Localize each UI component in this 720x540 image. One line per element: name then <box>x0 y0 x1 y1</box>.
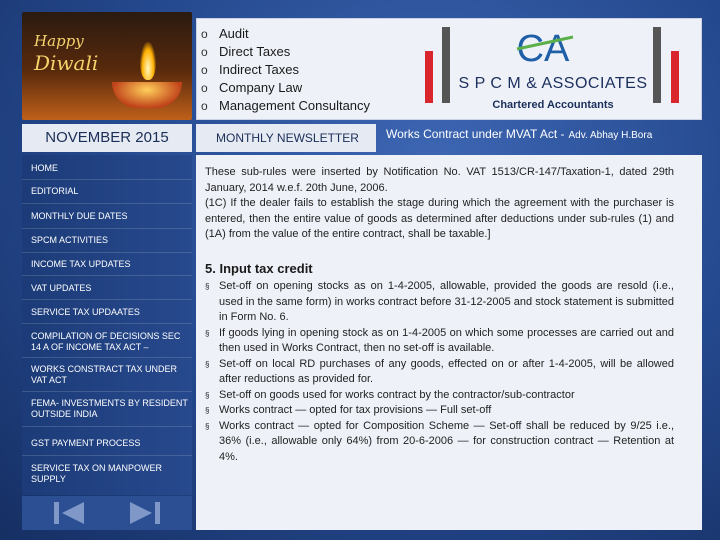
bullet-icon: § <box>205 282 210 291</box>
bullet-icon: o <box>201 99 208 113</box>
bullet-icon: o <box>201 63 208 77</box>
list-item <box>205 279 674 326</box>
bullet-icon: § <box>205 328 210 338</box>
services-list <box>201 25 370 115</box>
banner-happy-text: Happy <box>34 32 84 50</box>
sidebar-item-editorial[interactable]: EDITORIAL <box>31 186 79 196</box>
sidebar-nav <box>22 155 192 495</box>
divider <box>22 275 192 276</box>
point-text: Set-off on goods used for works contract by the contractor/sub-contractor <box>219 388 575 401</box>
article-topic <box>386 127 702 141</box>
sidebar-item-service-tax-updates[interactable]: SERVICE TAX UPDAATES <box>31 307 140 317</box>
intro-paragraph <box>205 165 674 243</box>
sidebar-item-works-contract-tax[interactable]: WORKS CONSTRACT TAX UNDER VAT ACT <box>31 364 178 385</box>
point-text: Works contract — opted for Composition Scheme — Set-off shall be reduced by 9/25 i.e., 36% (i.e., allowable only 64%) from 20-6-2006 — for construction contract — Retention at 4%. <box>219 419 674 463</box>
sidebar-item-vat-updates[interactable]: VAT UPDATES <box>31 283 92 293</box>
bullet-icon: § <box>205 421 210 431</box>
sidebar-item-spcm-activities[interactable]: SPCM ACTIVITIES <box>31 235 109 245</box>
service-item <box>201 25 370 43</box>
service-label: Management Consultancy <box>219 98 371 113</box>
service-item <box>201 61 370 79</box>
sidebar-item-gst-payment[interactable]: GST PAYMENT PROCESS <box>31 438 141 448</box>
service-label: Direct Taxes <box>219 44 291 59</box>
banner-greeting <box>34 30 98 74</box>
issue-month: NOVEMBER 2015 <box>22 124 192 152</box>
sidebar-item-monthly-due-dates[interactable]: MONTHLY DUE DATES <box>31 211 128 221</box>
list-item <box>205 403 674 419</box>
section-title: 5. Input tax credit <box>205 261 313 276</box>
service-label: Indirect Taxes <box>219 62 299 77</box>
divider <box>22 455 192 456</box>
service-item <box>201 79 370 97</box>
bullet-icon: § <box>205 390 210 400</box>
ca-logo-text: CA <box>516 28 570 70</box>
divider <box>22 203 192 204</box>
paragraph-rule-1c: (1C) If the dealer fails to establish the stage during which the agreement with the purchaser is entered, then the entire value of goods as determined after deductions under sub-rules (1) and (1A) from the value of the entire contract, shall be taxable.] <box>205 197 674 240</box>
flame-icon <box>140 42 156 80</box>
bullet-icon: § <box>205 359 210 369</box>
next-arrow-icon[interactable] <box>124 500 164 526</box>
sidebar-item-compilation-decisions[interactable]: COMPILATION OF DECISIONS SEC 14 A OF INCOME TAX ACT – <box>31 331 181 352</box>
sidebar-item-home[interactable]: HOME <box>31 163 58 173</box>
topic-author: Adv. Abhay H.Bora <box>568 130 653 141</box>
list-item <box>205 357 674 388</box>
divider <box>22 426 192 427</box>
paragraph-notification: These sub-rules were inserted by Notification No. VAT 1513/CR-147/Taxation-1, dated 29th January, 2014 w.e.f. 20th June, 2006. <box>205 166 674 194</box>
service-item <box>201 97 370 115</box>
ca-logo-icon <box>503 23 583 71</box>
point-text: Works contract — opted for tax provisions — Full set-off <box>219 404 492 416</box>
logo-bar-red-right <box>671 51 679 103</box>
logo-bar-grey-right <box>653 27 661 103</box>
divider <box>22 179 192 180</box>
divider <box>22 391 192 392</box>
logo-bar-red-left <box>425 51 433 103</box>
sidebar-item-service-tax-manpower[interactable]: SERVICE TAX ON MANPOWER SUPPLY <box>31 463 163 484</box>
slide-controls <box>22 496 192 530</box>
divider <box>22 323 192 324</box>
bullet-icon: o <box>201 81 208 95</box>
firm-name: S P C M & ASSOCIATES <box>458 75 648 92</box>
bullet-icon: o <box>201 27 208 41</box>
divider <box>22 299 192 300</box>
point-text: Set-off on opening stocks as on 1-4-2005, allowable, provided the goods are resold (i.e., used in the same form) in works contract before 31-12-2005 and stock statement is submitted in Form No. 6. <box>219 280 674 323</box>
prev-arrow-icon[interactable] <box>50 500 90 526</box>
lamp-icon <box>112 82 182 108</box>
list-item <box>205 419 674 466</box>
bullet-icon: o <box>201 45 208 59</box>
topic-title: Works Contract under MVAT Act - <box>386 127 565 141</box>
points-list <box>205 279 674 465</box>
sidebar-item-fema-investments[interactable]: FEMA- INVESTMENTS BY RESIDENT OUTSIDE INDIA <box>31 398 188 419</box>
bullet-icon: § <box>205 406 210 415</box>
list-item <box>205 326 674 357</box>
newsletter-label: MONTHLY NEWSLETTER <box>196 124 376 152</box>
sidebar-item-income-tax-updates[interactable]: INCOME TAX UPDATES <box>31 259 131 269</box>
service-label: Audit <box>219 26 249 41</box>
divider <box>22 357 192 358</box>
firm-subtitle: Chartered Accountants <box>492 99 614 111</box>
header-panel <box>196 18 702 120</box>
article-content <box>196 155 702 530</box>
diwali-banner <box>22 12 192 120</box>
point-text: If goods lying in opening stock as on 1-4-2005 on which some processes are carried out and then used in Works Contract, then no set-off is available. <box>219 326 674 354</box>
banner-diwali-text: Diwali <box>34 51 99 75</box>
service-item <box>201 43 370 61</box>
logo-bar-grey-left <box>442 27 450 103</box>
list-item <box>205 388 674 404</box>
service-label: Company Law <box>219 80 303 95</box>
point-text: Set-off on local RD purchases of any goods, effected on or after 1-4-2005, will be allowed after reductions as provided for. <box>219 357 674 385</box>
divider <box>22 252 192 253</box>
divider <box>22 228 192 229</box>
